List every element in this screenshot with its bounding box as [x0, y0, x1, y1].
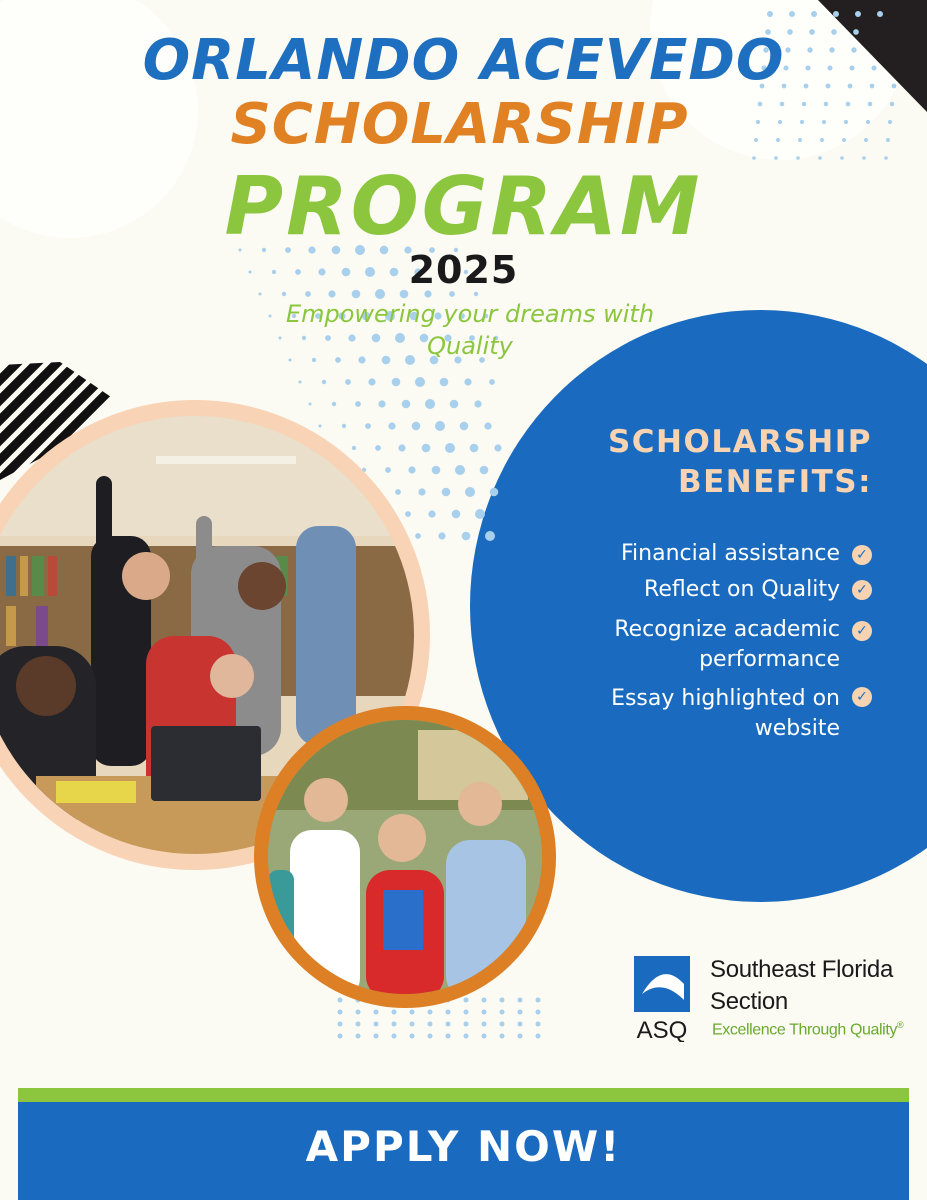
- benefits-heading-line1: SCHOLARSHIP: [607, 424, 872, 460]
- decorative-dot: [282, 292, 286, 296]
- decorative-dot: [518, 998, 523, 1003]
- decorative-dot: [345, 379, 351, 385]
- decorative-dot: [368, 378, 375, 385]
- benefit-item: Financial assistance: [621, 541, 840, 566]
- benefit-item: Reflect on Quality: [644, 577, 840, 602]
- decorative-dot: [338, 1034, 343, 1039]
- org-name-line2: Section: [710, 988, 788, 1015]
- decorative-dot: [410, 1034, 415, 1039]
- benefits-heading-line2: BENEFITS:: [677, 464, 872, 500]
- decorative-dot: [435, 421, 445, 431]
- decorative-dot: [338, 1022, 343, 1027]
- decorative-dot: [811, 11, 817, 17]
- decorative-dot: [356, 1034, 361, 1039]
- decorative-dot: [474, 292, 478, 296]
- title-line-name: ORLANDO ACEVEDO: [142, 28, 785, 93]
- title-line-scholarship: SCHOLARSHIP: [230, 92, 689, 157]
- decorative-dot: [392, 1034, 397, 1039]
- decorative-dot: [428, 1010, 433, 1015]
- decorative-dot: [855, 11, 861, 17]
- decorative-dot: [442, 488, 451, 497]
- decorative-dot: [446, 1022, 451, 1027]
- decorative-dot: [356, 1022, 361, 1027]
- decorative-dot: [518, 1010, 523, 1015]
- check-icon: ✓: [852, 580, 872, 600]
- decorative-dot: [464, 1034, 469, 1039]
- decorative-dot: [374, 1022, 379, 1027]
- decorative-dot: [485, 531, 495, 541]
- decorative-dot: [480, 466, 489, 475]
- decorative-dot: [355, 401, 361, 407]
- decorative-dot: [536, 1034, 541, 1039]
- org-tagline-text: Excellence Through Quality: [712, 1021, 897, 1039]
- photo-students-outdoors: [254, 706, 556, 1008]
- decorative-dot: [410, 1010, 415, 1015]
- decorative-dot: [484, 422, 491, 429]
- decorative-dot: [445, 443, 455, 453]
- decorative-dot: [309, 403, 312, 406]
- decorative-dot: [410, 1022, 415, 1027]
- benefit-item: Essay highlighted on website: [611, 686, 840, 741]
- decorative-dot: [322, 380, 326, 384]
- decorative-dot: [500, 1034, 505, 1039]
- decorative-dot: [500, 1010, 505, 1015]
- decorative-dot: [338, 998, 343, 1003]
- decorative-dot: [464, 1022, 469, 1027]
- decorative-dot: [425, 399, 435, 409]
- decorative-dot: [833, 11, 839, 17]
- tagline: Empowering your dreams with Quality: [285, 300, 655, 360]
- decorative-dot: [482, 998, 487, 1003]
- decorative-dot: [460, 422, 469, 431]
- decorative-dot: [338, 1010, 343, 1015]
- decorative-dot: [536, 998, 541, 1003]
- decorative-dot: [446, 1010, 451, 1015]
- green-stripe: [18, 1088, 909, 1102]
- decorative-dot: [432, 466, 441, 475]
- decorative-dot: [374, 1034, 379, 1039]
- decorative-dot: [392, 378, 401, 387]
- org-tagline: [712, 1020, 903, 1039]
- decorative-dot: [428, 1022, 433, 1027]
- asq-logo-icon: [632, 954, 696, 1042]
- decorative-dot: [402, 400, 411, 409]
- decorative-dot: [482, 1010, 487, 1015]
- benefit-item: Recognize academic performance: [614, 617, 840, 672]
- decorative-dot: [392, 1022, 397, 1027]
- benefits-heading: [560, 422, 872, 502]
- decorative-dot: [415, 377, 425, 387]
- decorative-dot: [438, 532, 445, 539]
- decorative-dot: [494, 444, 501, 451]
- decorative-dot: [378, 400, 385, 407]
- decorative-dot: [482, 1034, 487, 1039]
- check-icon: ✓: [852, 687, 872, 707]
- asq-logo-text: ASQ: [636, 1017, 688, 1042]
- decorative-dot: [789, 11, 795, 17]
- decorative-dot: [518, 1034, 523, 1039]
- decorative-dot: [489, 379, 495, 385]
- decorative-dot: [374, 1010, 379, 1015]
- decorative-dot: [462, 532, 471, 541]
- title-line-program: PROGRAM: [224, 160, 703, 253]
- decorative-dot: [299, 381, 302, 384]
- decorative-dot: [500, 1022, 505, 1027]
- decorative-dot: [259, 293, 262, 296]
- decorative-dot: [455, 465, 465, 475]
- decorative-dot: [536, 1010, 541, 1015]
- decorative-dot: [767, 11, 773, 17]
- decorative-dot: [464, 378, 471, 385]
- title-year: 2025: [408, 248, 519, 292]
- decorative-dot: [446, 1034, 451, 1039]
- decorative-dot: [418, 488, 425, 495]
- decorative-dot: [500, 998, 505, 1003]
- decorative-dot: [428, 1034, 433, 1039]
- decorative-dot: [464, 998, 469, 1003]
- apply-now-label: APPLY NOW!: [305, 1122, 622, 1171]
- decorative-dot: [474, 400, 481, 407]
- decorative-dot: [422, 444, 431, 453]
- org-name-line1: Southeast Florida: [710, 956, 894, 983]
- check-icon: ✓: [852, 621, 872, 641]
- decorative-dot: [464, 1010, 469, 1015]
- decorative-dot: [490, 488, 499, 497]
- decorative-dot: [356, 1010, 361, 1015]
- decorative-dot: [470, 444, 479, 453]
- decorative-dot: [440, 378, 449, 387]
- decorative-dot: [450, 400, 459, 409]
- decorative-dot: [332, 402, 336, 406]
- registered-mark: ®: [896, 1020, 904, 1030]
- decorative-dot: [482, 1022, 487, 1027]
- check-icon: ✓: [852, 545, 872, 565]
- decorative-dot: [428, 510, 435, 517]
- decorative-dot: [392, 1010, 397, 1015]
- decorative-dot: [452, 510, 461, 519]
- decorative-dot: [465, 487, 475, 497]
- decorative-dot: [415, 533, 421, 539]
- apply-now-banner[interactable]: [18, 1102, 909, 1200]
- decorative-dot: [536, 1022, 541, 1027]
- decorative-dot: [475, 509, 485, 519]
- decorative-dot: [518, 1022, 523, 1027]
- decorative-dot: [877, 11, 883, 17]
